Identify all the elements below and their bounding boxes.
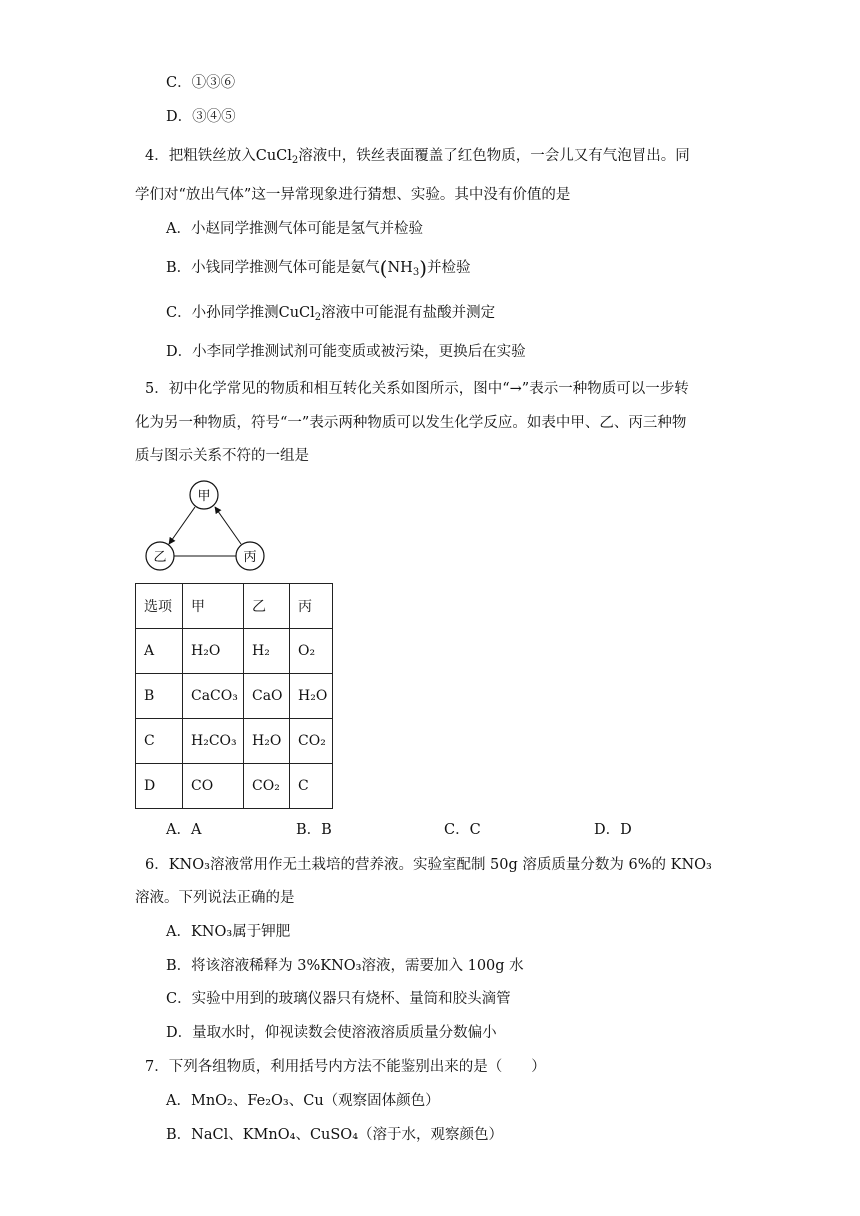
q5-answer-c: C．C [444, 822, 481, 838]
q5-stem-line2: 化为另一种物质，符号“一”表示两种物质可以发生化学反应。如表中甲、乙、丙三种物 [135, 415, 687, 431]
table-cell: CO₂ [244, 764, 290, 809]
table-cell: A [136, 629, 183, 674]
q7-stem: 7．下列各组物质，利用括号内方法不能鉴别出来的是（ ） [145, 1059, 546, 1075]
svg-text:乙: 乙 [153, 550, 167, 565]
q3-option-c: C．①③⑥ [166, 75, 236, 91]
q4-formula-cucl2-c: CuCl$_2$ [278, 305, 322, 323]
q6-option-a: A．KNO₃属于钾肥 [166, 924, 291, 940]
svg-text:丙: 丙 [243, 550, 257, 565]
q4-stem-line1 [145, 146, 690, 166]
q4-option-d: D．小李同学推测试剂可能变质或被污染，更换后在实验 [166, 344, 526, 360]
relation-diagram [140, 478, 290, 578]
table-cell: D [136, 764, 183, 809]
node-bing [236, 542, 264, 570]
svg-text:甲: 甲 [197, 489, 211, 504]
node-jia [190, 481, 218, 509]
table-cell: CaCO₃ [183, 674, 244, 719]
q5-answer-b: B．B [296, 822, 332, 838]
table-cell: C [290, 764, 333, 809]
q5-stem-line3: 质与图示关系不符的一组是 [135, 448, 309, 464]
table-header-row [136, 584, 333, 629]
table-header-cell: 选项 [136, 584, 183, 629]
arrow-jia-to-yi [169, 507, 195, 544]
table-cell: H₂ [244, 629, 290, 674]
arrow-bing-to-jia [215, 507, 241, 544]
q5-stem-line1: 5．初中化学常见的物质和相互转化关系如图所示，图中“→”表示一种物质可以一步转 [145, 381, 689, 397]
q6-stem-line1: 6．KNO₃溶液常用作无土栽培的营养液。实验室配制 50g 溶质质量分数为 6%的 KNO₃ [145, 857, 712, 873]
node-yi [146, 542, 174, 570]
q4-formula-cucl2: CuCl$_2$ [255, 148, 299, 166]
q4-text-a: 把粗铁丝放入 [168, 148, 256, 164]
table-cell: H₂O [183, 629, 244, 674]
table-cell: B [136, 674, 183, 719]
q5-options-table [135, 583, 333, 809]
q4-option-b: B．小钱同学推测气体可能是氨气$(NH_3)$并检验 [166, 256, 471, 280]
q5-answer-a: A．A [166, 822, 202, 838]
q4-text-b: 溶液中，铁丝表面覆盖了红色物质，一会儿又有气泡冒出。同 [298, 148, 690, 164]
table-row [136, 629, 333, 674]
table-header-cell: 乙 [244, 584, 290, 629]
q7-option-b: B．NaCl、KMnO₄、CuSO₄（溶于水，观察颜色） [166, 1127, 504, 1143]
q5-answer-d: D．D [594, 822, 632, 838]
table-cell: CaO [244, 674, 290, 719]
table-header-cell: 甲 [183, 584, 244, 629]
q6-option-c: C．实验中用到的玻璃仪器只有烧杯、量筒和胶头滴管 [166, 991, 511, 1007]
table-cell: H₂CO₃ [183, 719, 244, 764]
q6-stem-line2: 溶液。下列说法正确的是 [135, 890, 295, 906]
table-header-cell: 丙 [290, 584, 333, 629]
q4-option-c: C．小孙同学推测CuCl$_2$溶液中可能混有盐酸并测定 [166, 305, 496, 323]
q4-formula-nh3: $NH_3$ [387, 260, 420, 278]
q6-option-b: B．将该溶液稀释为 3%KNO₃溶液，需要加入 100g 水 [166, 958, 524, 974]
q6-option-d: D．量取水时，仰视读数会使溶液溶质质量分数偏小 [166, 1025, 497, 1041]
q3-option-d: D．③④⑤ [166, 109, 236, 125]
q4-option-a: A．小赵同学推测气体可能是氢气并检验 [166, 221, 423, 237]
table-cell: C [136, 719, 183, 764]
table-row [136, 719, 333, 764]
q4-stem-line2: 学们对“放出气体”这一异常现象进行猜想、实验。其中没有价值的是 [135, 187, 571, 203]
table-cell: H₂O [290, 674, 333, 719]
table-cell: CO [183, 764, 244, 809]
table-cell: CO₂ [290, 719, 333, 764]
table-row [136, 674, 333, 719]
q7-option-a: A．MnO₂、Fe₂O₃、Cu（观察固体颜色） [166, 1093, 440, 1109]
q4-number: 4． [145, 148, 169, 164]
table-row [136, 764, 333, 809]
table-cell: O₂ [290, 629, 333, 674]
table-cell: H₂O [244, 719, 290, 764]
